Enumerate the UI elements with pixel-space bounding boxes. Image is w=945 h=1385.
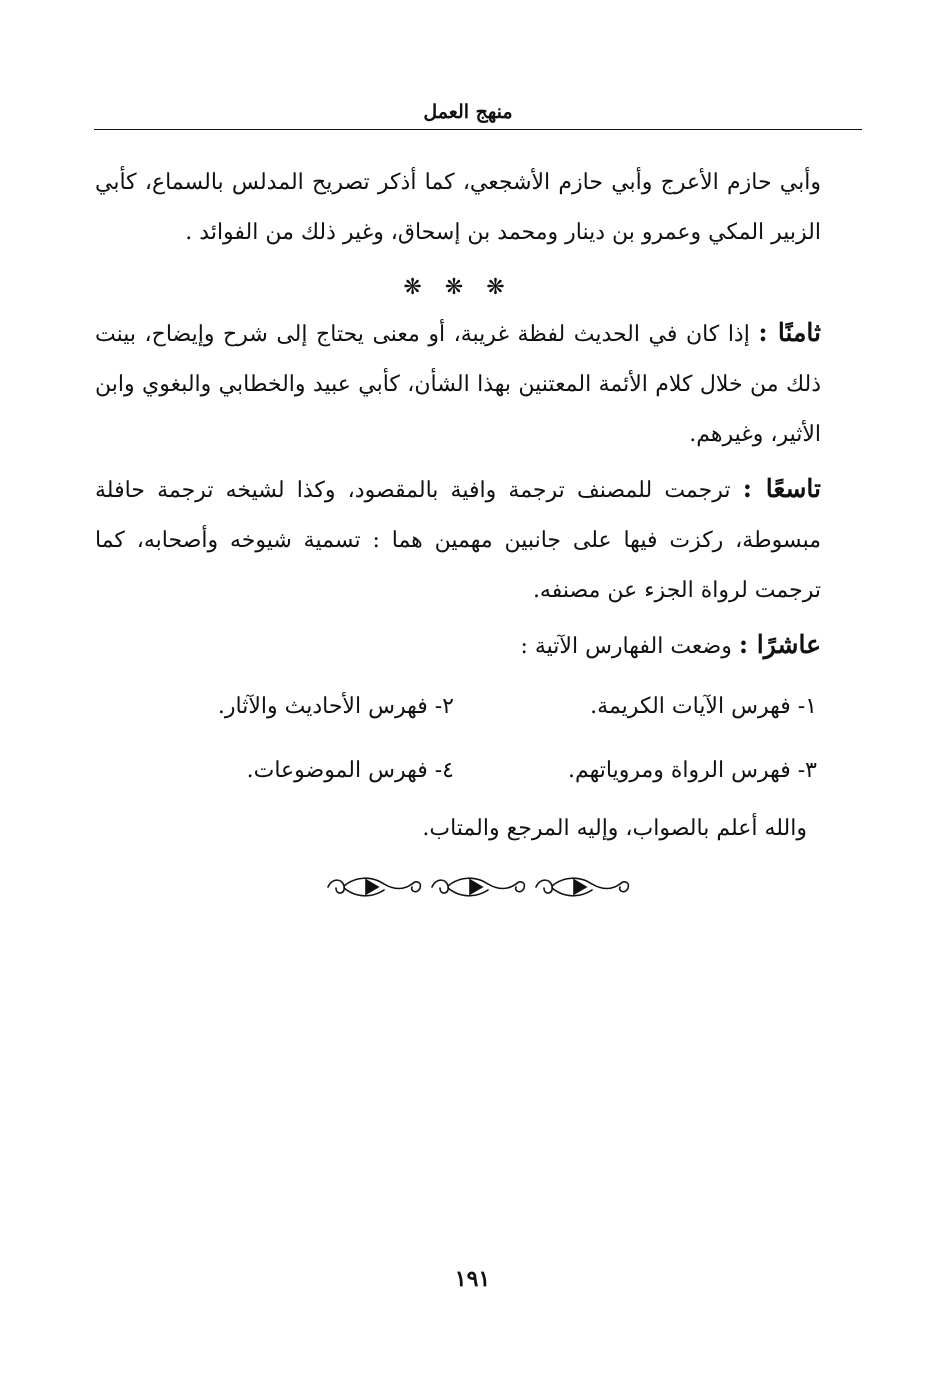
ornament-segment xyxy=(536,878,628,896)
paragraph-lead: تاسعًا : xyxy=(742,474,821,503)
floral-ornament-icon xyxy=(322,872,632,902)
section-separator: ❋ ❋ ❋ xyxy=(403,275,513,300)
paragraph-text: إذا كان في الحديث لفظة غريبة، أو معنى يحتاج إلى شرح وإيضاح، بينت ذلك من خلال كلام الأئمة المعتنين بهذا الشأن، كأبي عبيد والخطابي والبغوي وابن الأثير، وغيرهم. xyxy=(95,322,821,447)
closing-line: والله أعلم بالصواب، وإليه المرجع والمتاب. xyxy=(422,816,807,841)
paragraph-ninth xyxy=(95,464,821,616)
paragraph-lead: عاشرًا : xyxy=(738,630,821,659)
paragraph-eighth xyxy=(95,308,821,460)
index-item: ٢- فهرس الأحاديث والآثار. xyxy=(217,694,454,719)
page-content xyxy=(95,158,821,854)
page-number: ١٩١ xyxy=(454,1266,491,1292)
paragraph-text: وضعت الفهارس الآتية : xyxy=(520,634,739,659)
index-list xyxy=(95,682,821,796)
index-item: ٣- فهرس الرواة ومروياتهم. xyxy=(567,758,817,783)
ornament-segment xyxy=(328,878,420,896)
running-header: منهج العمل xyxy=(423,101,513,123)
paragraph-text: ترجمت للمصنف ترجمة وافية بالمقصود، وكذا لشيخه ترجمة حافلة مبسوطة، ركزت فيها على جانبين مهمين هما : تسمية شيوخه وأصحابه، كما ترجمت لرواة الجزء عن مصنفه. xyxy=(95,478,821,603)
index-item: ٤- فهرس الموضوعات. xyxy=(246,758,454,783)
paragraph-continuation: وأبي حازم الأعرج وأبي حازم الأشجعي، كما أذكر تصريح المدلس بالسماع، كأبي الزبير المكي وعمرو بن دينار ومحمد بن إسحاق، وغير ذلك من الفوائد . xyxy=(95,170,821,245)
paragraph-lead: ثامنًا : xyxy=(758,318,822,347)
paragraph-tenth xyxy=(95,620,821,672)
ornament-segment xyxy=(432,878,524,896)
index-item: ١- فهرس الآيات الكريمة. xyxy=(590,694,817,719)
header-rule xyxy=(94,129,862,130)
